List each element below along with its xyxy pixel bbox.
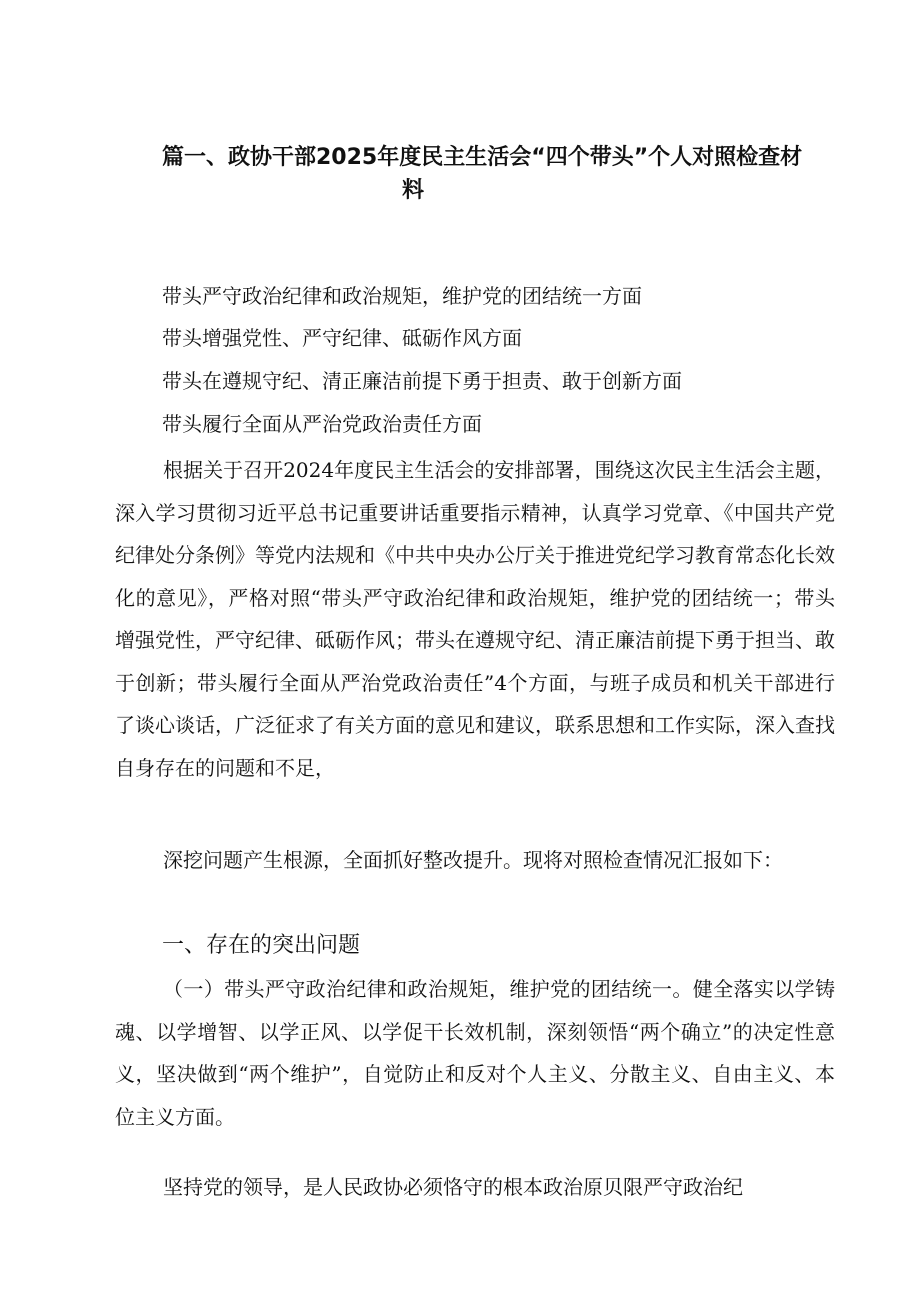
aspect-item-2: 带头增强党性、严守纪律、砥砺作风方面 [162, 326, 522, 350]
subsection-paragraph: （一）带头严守政治纪律和政治规矩，维护党的团结统一。健全落实以学铸魂、以学增智、以学正风、以学促干长效机制，深刻领悟“两个确立”的决定性意义，坚决做到“两个维护”，自觉防止和反对个人主义、分散主义、自由主义、本位主义方面。 [115, 977, 835, 1129]
section-heading: 一、存在的突出问题 [162, 933, 361, 958]
document-title [162, 141, 852, 207]
title-line-2: 料 [402, 178, 425, 203]
aspect-item-1: 带头严守政治纪律和政治规矩，维护党的团结统一方面 [162, 284, 642, 308]
aspect-item-4: 带头履行全面从严治党政治责任方面 [162, 412, 482, 436]
intro-paragraph: 根据关于召开2024年度民主生活会的安排部署，围绕这次民主生活会主题，深入学习贯彻习近平总书记重要讲话重要指示精神，认真学习党章、《中国共产党纪律处分条例》等党内法规和《中共中央办公厅关于推进党纪学习教育常态化长效化的意见》，严格对照“带头严守政治纪律和政治规矩，维护党的团结统一；带头增强党性，严守纪律、砥砺作风；带头在遵规守纪、清正廉洁前提下勇于担当、敢于创新；带头履行全面从严治党政治责任”4个方面，与班子成员和机关干部进行了谈心谈话，广泛征求了有关方面的意见和建议，联系思想和工作实际，深入查找自身存在的问题和不足， [115, 458, 835, 780]
title-line-1: 篇一、政协干部2025年度民主生活会“四个带头”个人对照检查材 [162, 145, 803, 170]
aspect-item-3: 带头在遵规守纪、清正廉洁前提下勇于担责、敢于创新方面 [162, 369, 682, 393]
second-paragraph: 深挖问题产生根源，全面抓好整改提升。现将对照检查情况汇报如下： [163, 848, 783, 872]
final-paragraph: 坚持党的领导，是人民政协必须恪守的根本政治原贝限严守政治纪 [163, 1175, 743, 1199]
